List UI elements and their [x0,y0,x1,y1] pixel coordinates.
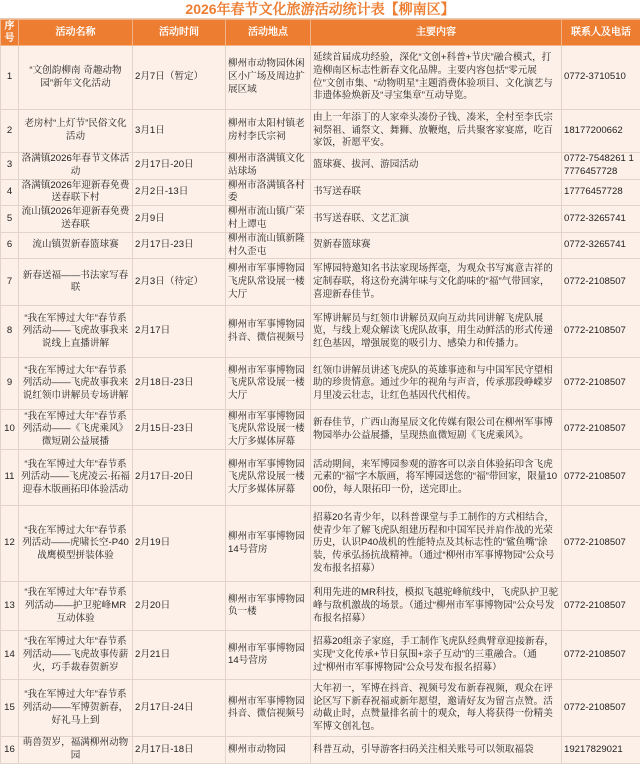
activity-time: 2月17日 [133,306,226,358]
activity-contact: 0772-2108507 [562,631,640,680]
activity-content: 延续首届成功经验，深化“文创+科普+节庆”融合模式，打造柳南区标志性新春文化品牌。主要内容包括“零元展位”文创市集、“动物明星”主题消费体验项目、文化演艺与非遗体验焕新及“寻宝集章”互动导览。 [311,46,562,110]
activity-time: 2月15日-23日 [133,410,226,450]
activity-contact: 0772-2108507 [562,450,640,506]
activity-content: 招募20名青少年，以科普课堂与手工制作的方式相结合，使青少年了解飞虎队组建历程和中国军民并肩作战的光荣历史，认识P40战机的性能特点及其标志性的“鲨鱼嘴”涂装，传承弘扬抗战精神。（通过“柳州市军事博物园”公众号发布报名招募） [311,506,562,582]
activity-content: 新春佳节，广西山海星辰文化传媒有限公司在柳州军事博物园举办公益展播，呈现热血微短剧《飞虎乘风》。 [311,410,562,450]
activity-place: 柳州市军事博物园飞虎队常设展一楼大厅多媒体屏幕 [226,450,311,506]
activity-place: 柳州市军事博物园飞虎队常设展一楼大厅多媒体屏幕 [226,410,311,450]
activity-content: 书写送春联、文艺汇演 [311,206,562,233]
activity-place: 柳州市动物园休闲区小广场及周边扩展区域 [226,46,311,110]
table-row [1,631,640,680]
activity-contact: 0772-2108507 [562,582,640,631]
table-row [1,179,640,206]
activity-contact: 0772-7548261 17776457728 [562,153,640,180]
activity-content: 军博讲解员与红领巾讲解员双向互动共同讲解飞虎队展览，与线上观众解读飞虎队故事，用生动鲜活的形式传递红色基因，增强展览的吸引力、感染力和传播力。 [311,306,562,358]
activity-name: “我在军博过大年”春节系列活动——护卫驼峰MR互动体验 [19,582,133,631]
activity-name: “文创韵柳南 奇趣动物园”新年文化活动 [19,46,133,110]
activity-content: 大年初一，军博在抖音、视频号发布新春视频，观众在评论区写下新春祝福或新年愿望，邀请好友为留言点赞。活动截止时，点赞量排名前十的观众，每人将获得一份精美军博文创礼包。 [311,680,562,737]
activity-time: 2月9日 [133,206,226,233]
activity-name: “我在军博过大年”春节系列活动——飞虎故事传薪火，巧手裁春贺新岁 [19,631,133,680]
activity-name: “我在军博过大年”春节系列活动——军博贺新春，好礼马上到 [19,680,133,737]
activity-time: 2月7日（暂定） [133,46,226,110]
row-index: 3 [1,153,19,180]
header-contact: 联系人及电话 [562,20,640,46]
activity-content: 由上一年添丁的人家牵头凑份子钱、凑米，全村至李氏宗祠祭祖、诵祭文、舞狮、放鞭炮，后共聚客家宴席，吃百家饭，祈愿平安。 [311,110,562,153]
activity-name: “我在军博过大年”春节系列活动——虎啸长空-P40战鹰模型拼装体验 [19,506,133,582]
row-index: 10 [1,410,19,450]
activity-name: 萌兽贺岁，福满柳州动物园 [19,737,133,764]
activity-time: 2月17日-24日 [133,680,226,737]
activity-place: 柳州市军事博物园飞虎队常设展一楼大厅 [226,358,311,410]
activity-content: 书写送春联 [311,179,562,206]
row-index: 11 [1,450,19,506]
activity-contact: 0772-2108507 [562,680,640,737]
activity-time: 2月17日-20日 [133,450,226,506]
activity-content: 招募20组亲子家庭，手工制作飞虎队经典臂章迎接新春，实现“文化传承+节日氛围+亲子互动”的三重融合。（通过“柳州市军事博物园”公众号发布报名招募） [311,631,562,680]
activity-contact: 17776457728 [562,179,640,206]
activity-contact: 0772-2108507 [562,506,640,582]
activity-content: 贺新春篮球赛 [311,232,562,259]
row-index: 5 [1,206,19,233]
activity-contact: 18177200662 [562,110,640,153]
header-time: 活动时间 [133,20,226,46]
activity-time: 2月17日-23日 [133,232,226,259]
activity-place: 柳州市军事博物园14号营房 [226,631,311,680]
activity-time: 2月17日-20日 [133,153,226,180]
table-row [1,46,640,110]
row-index: 1 [1,46,19,110]
activity-contact: 0772-2108507 [562,306,640,358]
activity-name: 新春送福——书法家写春联 [19,259,133,306]
activity-name: 洛满镇2026年迎新春免费送春联下村 [19,179,133,206]
row-index: 14 [1,631,19,680]
activity-name: “我在军博过大年”春节系列活动——飞虎故事我来说红领巾讲解员专场讲解 [19,358,133,410]
table-row [1,582,640,631]
activity-name: “我在军博过大年”春节系列活动——飞虎故事我来说线上直播讲解 [19,306,133,358]
table-header-row [1,20,640,46]
activity-place: 柳州市军事博物园抖音、微信视频号 [226,306,311,358]
page-title: 2026年春节文化旅游活动统计表【柳南区】 [0,0,640,19]
activity-time: 2月20日 [133,582,226,631]
activity-name: 洛满镇2026年春节文体活动 [19,153,133,180]
table-row [1,110,640,153]
activity-name: 流山镇贺新春篮球赛 [19,232,133,259]
activity-place: 柳州市军事博物园飞虎队常设展一楼大厅 [226,259,311,306]
activity-contact: 19217829021 [562,737,640,764]
activity-time: 2月17日-18日 [133,737,226,764]
activity-name: “我在军博过大年”春节系列活动——《飞虎乘风》微短剧公益展播 [19,410,133,450]
activity-table [0,19,640,764]
table-row [1,450,640,506]
activity-place: 柳州市军事博物园负一楼 [226,582,311,631]
row-index: 12 [1,506,19,582]
table-row [1,232,640,259]
activity-content: 科普互动，引导游客扫码关注相关账号可以领取福袋 [311,737,562,764]
activity-contact: 0772-3710510 [562,46,640,110]
activity-time: 2月18日-23日 [133,358,226,410]
table-row [1,506,640,582]
row-index: 13 [1,582,19,631]
activity-contact: 0772-3265741 [562,232,640,259]
activity-contact: 0772-3265741 [562,206,640,233]
activity-content: 利用先进的MR科技，模拟飞越驼峰航线中，飞虎队护卫驼峰与敌机激战的场景。（通过“柳州市军事博物园”公众号发布报名招募） [311,582,562,631]
activity-time: 2月2日-13日 [133,179,226,206]
table-row [1,259,640,306]
activity-contact: 0772-2108507 [562,410,640,450]
activity-name: 流山镇2026年迎新春免费送春联 [19,206,133,233]
table-row [1,680,640,737]
activity-contact: 0772-2108507 [562,358,640,410]
header-content: 主要内容 [311,20,562,46]
activity-place: 柳州市军事博物园抖音、微信视频号 [226,680,311,737]
header-place: 活动地点 [226,20,311,46]
activity-place: 柳州市洛满镇各村委 [226,179,311,206]
row-index: 8 [1,306,19,358]
activity-content: 篮球赛、拔河、游园活动 [311,153,562,180]
table-row [1,206,640,233]
activity-time: 2月19日 [133,506,226,582]
activity-time: 3月1日 [133,110,226,153]
row-index: 7 [1,259,19,306]
activity-name: “我在军博过大年”春节系列活动——飞虎凌云·拓福迎春木版画拓印体验活动 [19,450,133,506]
activity-time: 2月21日 [133,631,226,680]
table-row [1,153,640,180]
activity-place: 柳州市洛满镇文化站球场 [226,153,311,180]
row-index: 4 [1,179,19,206]
activity-content: 军博园特邀知名书法家现场挥毫，为观众书写寓意吉祥的定制春联，将这份充满年味与文化韵味的“福”气带回家，喜迎新春佳节。 [311,259,562,306]
activity-content: 红领巾讲解员讲述飞虎队的英雄事迹和与中国军民守望相助的珍贵情意。通过少年的视角与声音，传承那段峥嵘岁月里凌云壮志，让红色基因代代相传。 [311,358,562,410]
row-index: 16 [1,737,19,764]
row-index: 9 [1,358,19,410]
table-row [1,737,640,764]
header-index: 序号 [1,20,19,46]
activity-place: 柳州市太阳村镇老房村李氏宗祠 [226,110,311,153]
table-row [1,410,640,450]
table-row [1,306,640,358]
activity-place: 柳州市军事博物园14号营房 [226,506,311,582]
header-name: 活动名称 [19,20,133,46]
activity-place: 柳州市流山镇新隆村久歪屯 [226,232,311,259]
row-index: 15 [1,680,19,737]
activity-time: 2月3日（待定） [133,259,226,306]
activity-name: 老房村“上灯节”民俗文化活动 [19,110,133,153]
row-index: 6 [1,232,19,259]
activity-content: 活动期间，来军博园参观的游客可以亲自体验拓印含飞虎元素的“福”字木版画，将军博园送您的“福”带回家，限量1000份，每人限拓印一份，送完即止。 [311,450,562,506]
row-index: 2 [1,110,19,153]
activity-place: 柳州市动物园 [226,737,311,764]
table-row [1,358,640,410]
activity-place: 柳州市流山镇广荣村上谭屯 [226,206,311,233]
activity-contact: 0772-2108507 [562,259,640,306]
